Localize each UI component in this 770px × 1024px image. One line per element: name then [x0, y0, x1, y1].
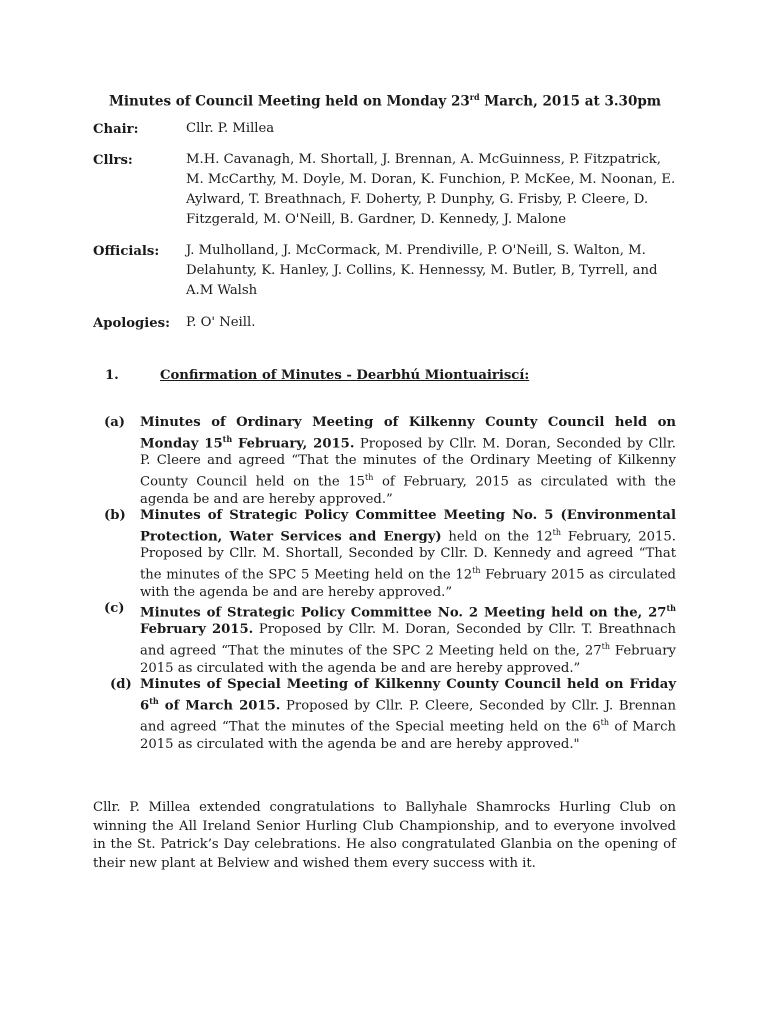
apologies-value: P. O' Neill. — [186, 315, 256, 330]
item-c-body — [140, 600, 676, 677]
title-rest: March, 2015 at 3.30pm — [479, 93, 662, 110]
item-a-bold2: February, 2015. — [232, 436, 355, 452]
item-d-bold2: of March 2015. — [158, 698, 281, 714]
item-c-text1: Proposed by Cllr. M. Doran, Seconded by Cllr. T. Breathnach and agreed “That the minutes of the SPC 2 Meeting held on the, 27 — [140, 622, 676, 659]
item-a-text2: of February, 2015 as circulated with the agenda be and are hereby approved.” — [140, 474, 676, 507]
apologies-label: Apologies: — [93, 316, 170, 331]
item-a-bold1-sup: th — [222, 434, 233, 444]
item-a-bold1: Minutes of Ordinary Meeting of Kilkenny County Council held on Monday 15 — [140, 415, 676, 452]
item-b-text1: held on the 12 — [441, 529, 553, 545]
item-b-text2: February, 2015. Proposed by Cllr. M. Shortall, Seconded by Cllr. D. Kennedy and agreed “That the minutes of the SPC 5 Meeting held on the 12 — [140, 529, 676, 583]
section-number: 1. — [105, 368, 119, 383]
item-d-text2: of March 2015 as circulated with the agenda be and are hereby approved." — [140, 719, 676, 752]
chair-value: Cllr. P. Millea — [186, 121, 275, 136]
page-title — [0, 89, 770, 111]
closing-paragraph: Cllr. P. Millea extended congratulations to Ballyhale Shamrocks Hurling Club on winning the All Ireland Senior Hurling Club Championship, and to everyone involved in the St. Patrick’s Day celebrations. He also congratulated Glanbia on the opening of their new plant at Belview and wished them every success with it. — [93, 800, 676, 871]
title-main: Minutes of Council Meeting held on Monday 23 — [108, 93, 470, 110]
item-a-body — [140, 414, 676, 508]
cllrs-label: Cllrs: — [93, 153, 133, 168]
item-c-text2: February 2015 as circulated with the agenda be and are hereby approved.” — [140, 643, 677, 676]
item-a-marker: (a) — [104, 415, 126, 430]
item-d-body — [140, 676, 676, 753]
item-b-body — [140, 507, 676, 601]
chair-label: Chair: — [93, 122, 139, 137]
item-b-bold1: Minutes of Strategic Policy Committee Meeting No. 5 (Environmental Protection, Water Services and Energy) — [140, 508, 676, 545]
item-d-marker: (d) — [110, 677, 132, 692]
item-d-bold1: Minutes of Special Meeting of Kilkenny County Council held on Friday 6 — [140, 677, 676, 714]
section-heading: Confirmation of Minutes - Dearbhú Miontuairiscí: — [160, 368, 530, 383]
cllrs-value: M.H. Cavanagh, M. Shortall, J. Brennan, A. McGuinness, P. Fitzpatrick, M. McCarthy, M. Doyle, M. Doran, K. Funchion, P. McKee, M. Noonan, E. Aylward, T. Breathnach, F. Doherty, P. Dunphy, G. Frisby, P. Cleere, D. Fitzgerald, M. O'Neill, B. Gardner, D. Kennedy, J. Malone — [186, 152, 676, 227]
item-b-marker: (b) — [104, 508, 126, 523]
officials-label: Officials: — [93, 244, 160, 259]
item-c-bold1-sup: th — [666, 603, 676, 613]
item-a-text1-sup: th — [365, 473, 374, 483]
title-sup: rd — [469, 92, 480, 102]
item-d-bold1-sup: th — [149, 696, 159, 706]
item-b-text2-sup: th — [472, 566, 481, 576]
item-c-bold2: February 2015. — [140, 622, 254, 638]
item-b-text1-sup: th — [552, 528, 562, 537]
officials-value: J. Mulholland, J. McCormack, M. Prendiville, P. O'Neill, S. Walton, M. Delahunty, K. Hanley, J. Collins, K. Hennessy, M. Butler, B, Tyrrell, and A.M Walsh — [186, 243, 658, 298]
item-c-bold1: Minutes of Strategic Policy Committee No. 2 Meeting held on the, 27 — [140, 605, 667, 621]
item-a-text1: Proposed by Cllr. M. Doran, Seconded by Cllr. P. Cleere and agreed “That the minutes of the Ordinary Meeting of Kilkenny County Council held on the 15 — [140, 436, 676, 490]
item-c-text1-sup: th — [601, 642, 611, 652]
item-d-text1: Proposed by Cllr. P. Cleere, Seconded by Cllr. J. Brennan and agreed “That the minutes of the Special meeting held on the 6 — [140, 698, 677, 735]
item-b-text3: February 2015 as circulated with the agenda be and are hereby approved.” — [140, 567, 676, 600]
item-d-text1-sup: th — [600, 718, 610, 728]
item-c-marker: (c) — [104, 601, 125, 616]
